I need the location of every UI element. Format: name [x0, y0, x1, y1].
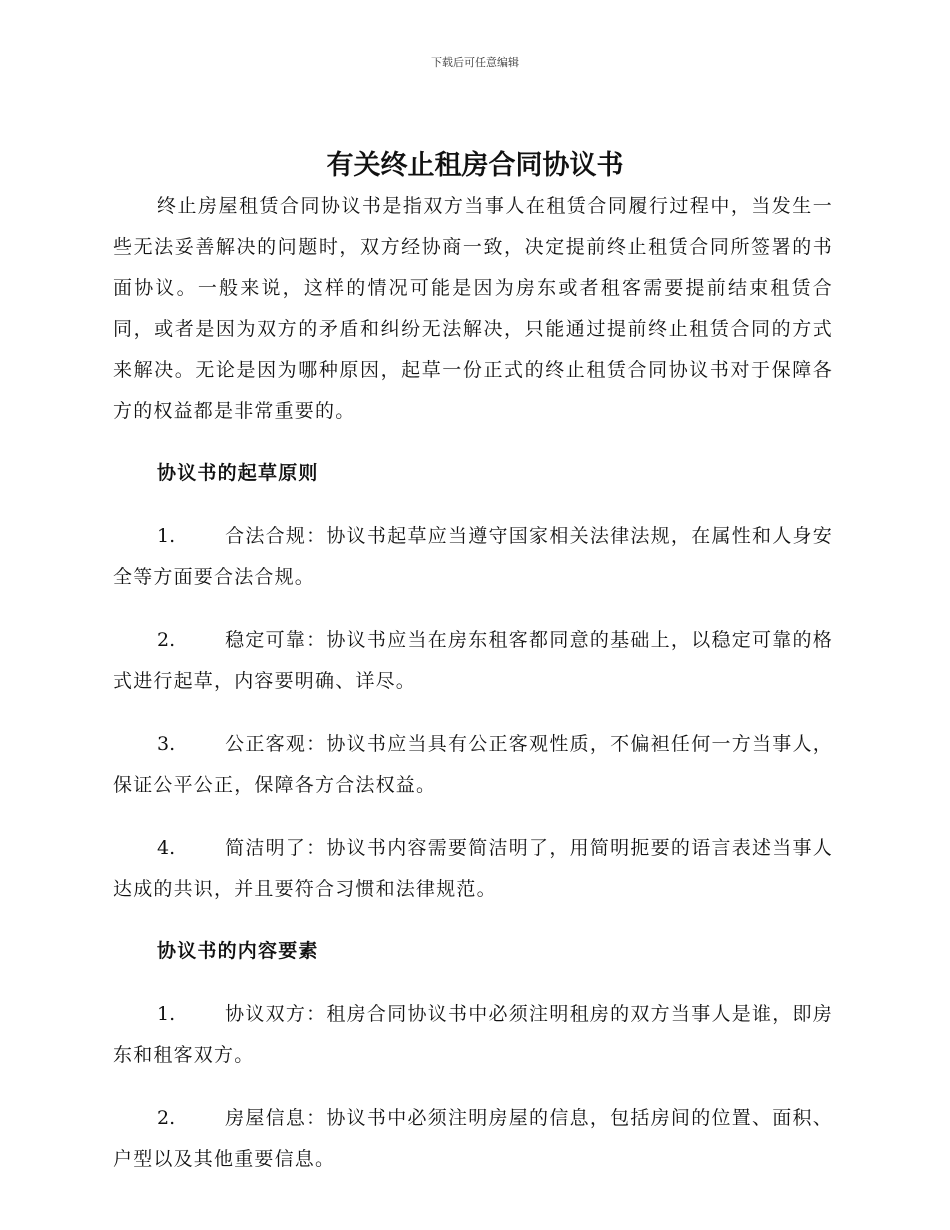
intro-paragraph: 终止房屋租赁合同协议书是指双方当事人在租赁合同履行过程中，当发生一些无法妥善解决的问题时，双方经协商一致，决定提前终止租赁合同所签署的书面协议。一般来说，这样的情况可能是因为房东或者租客需要提前结束租赁合同，或者是因为双方的矛盾和纠纷无法解决，只能通过提前终止租赁合同的方式来解决。无论是因为哪种原因，起草一份正式的终止租赁合同协议书对于保障各方的权益都是非常重要的。: [113, 195, 833, 422]
list-item-number: 2.: [157, 629, 176, 651]
list-item-number: 4.: [157, 837, 176, 859]
list-item-text: 稳定可靠：协议书应当在房东租客都同意的基础上，以稳定可靠的格式进行起草，内容要明确、详尽。: [113, 629, 833, 692]
list-item: [113, 828, 833, 910]
list-item: [113, 516, 833, 598]
list-item-number: 2.: [157, 1107, 176, 1129]
list-item-number: 3.: [157, 733, 176, 755]
list-item-number: 1.: [157, 1003, 176, 1025]
page-header-note: 下载后可任意编辑: [431, 56, 519, 69]
list-item-text: 公正客观：协议书应当具有公正客观性质，不偏袒任何一方当事人，保证公平公正，保障各方合法权益。: [113, 733, 833, 796]
list-item-text: 协议双方：租房合同协议书中必须注明租房的双方当事人是谁，即房东和租客双方。: [113, 1003, 833, 1066]
list-item-text: 合法合规：协议书起草应当遵守国家相关法律法规，在属性和人身安全等方面要合法合规。: [113, 525, 833, 588]
list-item-text: 房屋信息：协议书中必须注明房屋的信息，包括房间的位置、面积、户型以及其他重要信息。: [113, 1107, 833, 1170]
list-item: [113, 724, 833, 806]
section-heading-elements: 协议书的内容要素: [157, 940, 319, 962]
list-item: [113, 994, 833, 1076]
page-title: 有关终止租房合同协议书: [326, 150, 624, 181]
list-item-number: 1.: [157, 525, 176, 547]
list-item: [113, 620, 833, 702]
document-body: [113, 186, 833, 1180]
list-item: [113, 1098, 833, 1180]
section-heading-principles: 协议书的起草原则: [157, 462, 319, 484]
list-item-text: 简洁明了：协议书内容需要简洁明了，用简明扼要的语言表述当事人达成的共识，并且要符合习惯和法律规范。: [113, 837, 833, 900]
